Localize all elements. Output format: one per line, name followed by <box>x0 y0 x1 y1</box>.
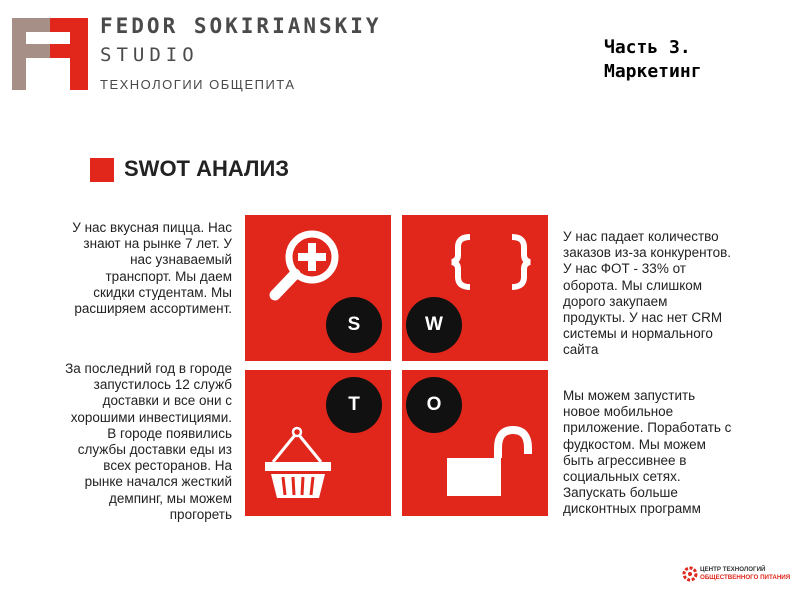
letter-s-badge: S <box>326 297 382 353</box>
heading-marker <box>90 158 114 182</box>
letter-w-badge: W <box>406 297 462 353</box>
part-title <box>604 36 702 84</box>
strengths-text: У нас вкусная пицца. Нас знают на рынке 7 лет. У нас узнаваемый транспорт. Мы даем скидки студентам. Мы расширяем ассортимент. <box>72 220 232 317</box>
opportunities-text: Мы можем запустить новое мобильное приложение. Поработать с фудкостом. Мы можем быть агрессивнее в социальных сетях. Запускать больше дисконтных программ <box>563 388 732 517</box>
swot-title: SWOT АНАЛИЗ <box>124 156 290 181</box>
studio-logo <box>12 18 88 90</box>
footer-line1: ЦЕНТР ТЕХНОЛОГИЙ <box>700 566 766 573</box>
brand-studio: STUDIO <box>100 44 199 66</box>
gear-icon <box>682 565 698 583</box>
footer-logo <box>682 565 792 585</box>
brand-tagline: ТЕХНОЛОГИИ ОБЩЕПИТА <box>100 77 296 92</box>
footer-line2: ОБЩЕСТВЕННОГО ПИТАНИЯ <box>700 573 791 581</box>
part-number: Часть 3. <box>604 37 691 58</box>
weaknesses-text: У нас падает количество заказов из-за конкурентов. У нас ФОТ - 33% от оборота. Мы слишком дорого закупаем продукты. У нас нет CRM системы и нормального сайта <box>563 229 732 358</box>
brand-name: FEDOR SOKIRIANSKIY <box>100 14 382 38</box>
footer-text <box>700 566 790 581</box>
threats-text: За последний год в городе запустилось 12 служб доставки и все они с хорошими инвестициями. В городе появились службы доставки еды из всех ресторанов. На рынке начался жесткий демпинг, мы можем прогореть <box>65 361 232 522</box>
letter-o-badge: O <box>406 377 462 433</box>
part-name: Маркетинг <box>604 61 702 82</box>
letter-t-badge: T <box>326 377 382 433</box>
